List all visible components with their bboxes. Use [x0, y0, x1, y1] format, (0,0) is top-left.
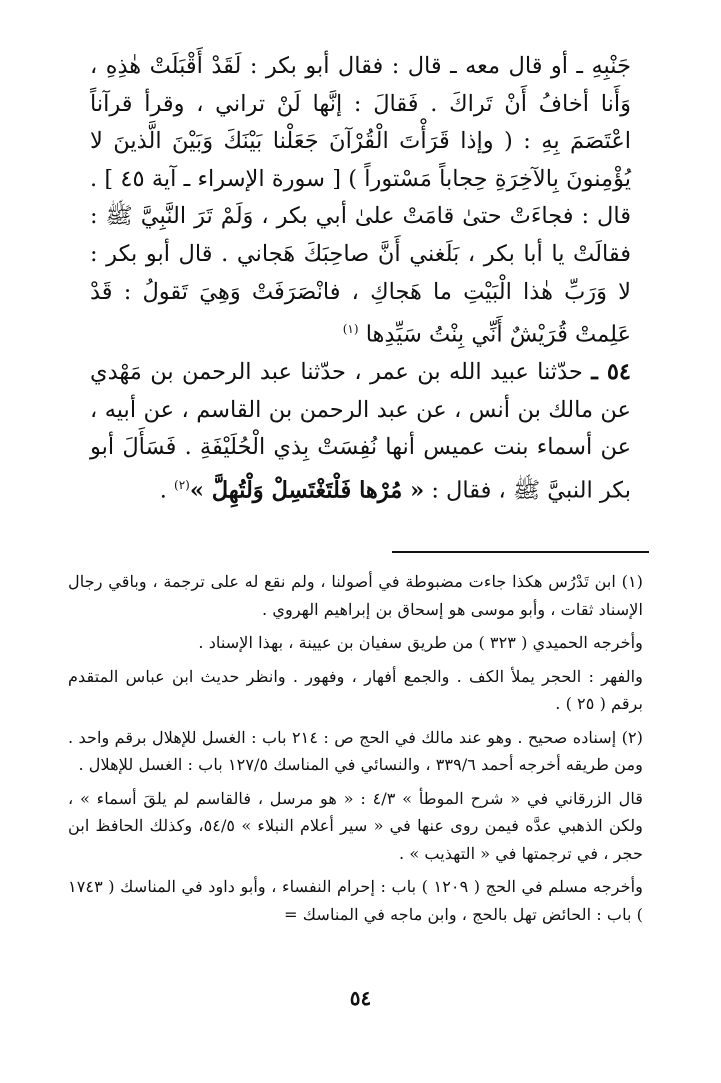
footnote-1-gloss: والفهر : الحجر يملأ الكف . والجمع أفهار ، وفهور . وانظر حديث ابن عباس المتقدم برقم ( ٢٥ ) .	[68, 666, 643, 713]
footnote-1: (١) ابن تَدْرُس هكذا جاءت مضبوطة في أصولنا ، ولم نقع له على ترجمة ، وباقي رجال الإسناد ثقات ، وأبو موسى هو إسحاق بن إبراهيم الهروي .	[68, 572, 643, 619]
footnotes	[68, 568, 643, 934]
page-number: ٥٤	[349, 986, 372, 1010]
footnote-2: (٢) إسناده صحيح . وهو عند مالك في الحج ص : ٢١٤ باب : الغسل للإهلال برقم واحد . ومن طريقه أخرجه أحمد ٣٣٩/٦ ، والنسائي في المناسك ١٢٧/٥ باب : الغسل للإهلال .	[68, 727, 643, 774]
footnote-2-zurqani: قال الزرقاني في « شرح الموطأ » ٤/٣ : « هو مرسل ، فالقاسم لم يلقَ أسماء » ، ولكن الذهبي عدَّه فيمن روى عنها في « سير أعلام النبلاء » ٥٤/٥، وكذلك الحافظ ابن حجر ، في ترجمتها في « التهذيب » .	[68, 788, 643, 863]
footnote-divider	[392, 551, 649, 553]
main-text	[90, 48, 631, 510]
hadith-number: ٥٤ ـ	[591, 359, 632, 386]
footnote-1-source: وأخرجه الحميدي ( ٣٢٣ ) من طريق سفيان بن عيينة ، بهذا الإسناد .	[198, 633, 643, 652]
footnote-ref-1: (١)	[342, 322, 359, 337]
prophet-quote: « مُرْها فَلْتَغْتَسِلْ وَلْتُهِلَّ »	[189, 477, 425, 504]
footnote-ref-2: (٢)	[174, 478, 190, 493]
footnote-2-muslim: وأخرجه مسلم في الحج ( ١٢٠٩ ) باب : إحرام النفساء ، وأبو داود في المناسك ( ١٧٤٣ ) باب : الحائض تهل بالحج ، وابن ماجه في المناسك =	[68, 877, 643, 924]
main-paragraph-2: ٥٤ ـ حدّثنا عبيد الله بن عمر ، حدّثنا عبد الرحمن بن مَهْدي عن مالك بن أنس ، عن عبد الرحمن بن القاسم ، عن أبيه ، عن أسماء بنت عميس أنها نُفِسَتْ بِذي الْحُلَيْفَةِ . فَسَأَلَ أبو بكر النبيَّ ﷺ ، فقال : « مُرْها فَلْتَغْتَسِلْ وَلْتُهِلَّ »$^{(٢)}$ .	[90, 359, 632, 504]
main-paragraph-1: جَنْبِهِ ـ أو قال معه ـ قال : فقال أبو بكر : لَقَدْ أَقْبَلَتْ هٰذِهِ ، وَأَنا أخافُ أَنْ تَراكَ . فَقالَ : إنَّها لَنْ تراني ، وقرأ قرآناً اعْتَصَمَ بِهِ : ( وإذا قَرَأْتَ الْقُرْآنَ جَعَلْنا بَيْنَكَ وَبَيْنَ الَّذينَ لا يُؤْمِنونَ بِالآخِرَةِ حِجاباً مَسْتوراً ) [ سورة الإسراء ـ آية ٤٥ ] . قال : فجاءَتْ حتىٰ قامَتْ علىٰ أبي بكر ، وَلَمْ تَرَ النَّبِيَّ ﷺ : فقالَتْ يا أبا بكر ، بَلَغني أَنَّ صاحِبَكَ هَجاني . قال أبو بكر : لا وَرَبِّ هٰذا الْبَيْتِ ما هَجاكِ ، فانْصَرَفَتْ وَهِيَ تَقولُ : قَدْ عَلِمتْ قُرَيْشٌ أَنِّي بِنْتُ سَيِّدِها $^{(١)}$	[90, 53, 631, 348]
